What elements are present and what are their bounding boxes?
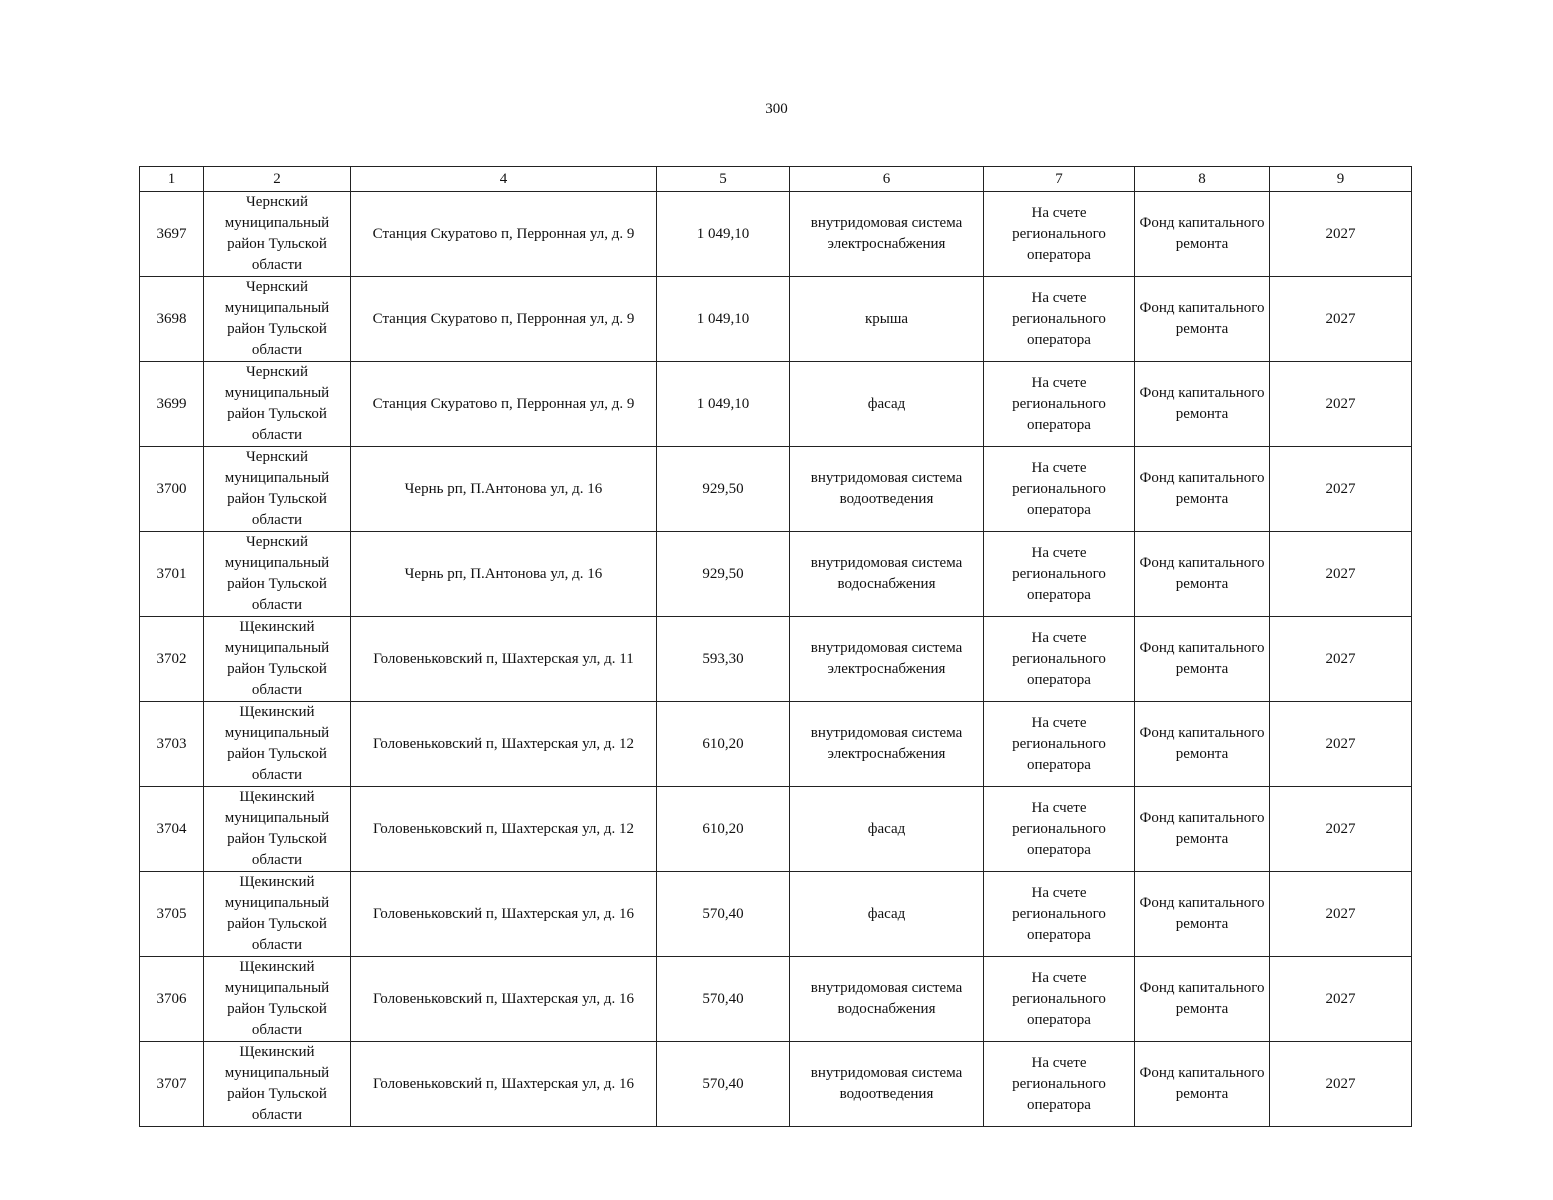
area-cell: 570,40 bbox=[657, 872, 790, 957]
fund-account-cell: На счете регионального оператора bbox=[984, 1042, 1135, 1127]
district-cell: Чернский муниципальный район Тульской области bbox=[204, 277, 351, 362]
area-cell: 610,20 bbox=[657, 787, 790, 872]
funding-source-cell: Фонд капитального ремонта bbox=[1135, 192, 1270, 277]
funding-source-cell: Фонд капитального ремонта bbox=[1135, 277, 1270, 362]
year-cell: 2027 bbox=[1270, 617, 1412, 702]
district-cell: Чернский муниципальный район Тульской области bbox=[204, 532, 351, 617]
year-cell: 2027 bbox=[1270, 957, 1412, 1042]
funding-source-cell: Фонд капитального ремонта bbox=[1135, 957, 1270, 1042]
table-row bbox=[140, 787, 1412, 872]
funding-source-cell: Фонд капитального ремонта bbox=[1135, 1042, 1270, 1127]
table-row bbox=[140, 957, 1412, 1042]
district-cell: Чернский муниципальный район Тульской области bbox=[204, 192, 351, 277]
column-header: 1 bbox=[140, 167, 204, 192]
column-header: 2 bbox=[204, 167, 351, 192]
repair-element-cell: внутридомовая система водоотведения bbox=[790, 1042, 984, 1127]
table-row bbox=[140, 447, 1412, 532]
column-header: 8 bbox=[1135, 167, 1270, 192]
funding-source-cell: Фонд капитального ремонта bbox=[1135, 702, 1270, 787]
fund-account-cell: На счете регионального оператора bbox=[984, 957, 1135, 1042]
row-number-cell: 3701 bbox=[140, 532, 204, 617]
table-header-row bbox=[140, 167, 1412, 192]
year-cell: 2027 bbox=[1270, 192, 1412, 277]
district-cell: Щекинский муниципальный район Тульской области bbox=[204, 872, 351, 957]
district-cell: Щекинский муниципальный район Тульской области bbox=[204, 702, 351, 787]
table-row bbox=[140, 532, 1412, 617]
year-cell: 2027 bbox=[1270, 787, 1412, 872]
table-row bbox=[140, 1042, 1412, 1127]
funding-source-cell: Фонд капитального ремонта bbox=[1135, 362, 1270, 447]
fund-account-cell: На счете регионального оператора bbox=[984, 702, 1135, 787]
column-header: 5 bbox=[657, 167, 790, 192]
table-row bbox=[140, 277, 1412, 362]
address-cell: Станция Скуратово п, Перронная ул, д. 9 bbox=[351, 277, 657, 362]
repair-element-cell: внутридомовая система водоснабжения bbox=[790, 532, 984, 617]
repair-element-cell: крыша bbox=[790, 277, 984, 362]
row-number-cell: 3705 bbox=[140, 872, 204, 957]
column-header: 9 bbox=[1270, 167, 1412, 192]
year-cell: 2027 bbox=[1270, 872, 1412, 957]
capital-repair-table bbox=[139, 166, 1412, 1127]
row-number-cell: 3697 bbox=[140, 192, 204, 277]
address-cell: Чернь рп, П.Антонова ул, д. 16 bbox=[351, 532, 657, 617]
area-cell: 570,40 bbox=[657, 1042, 790, 1127]
address-cell: Головеньковский п, Шахтерская ул, д. 16 bbox=[351, 872, 657, 957]
fund-account-cell: На счете регионального оператора bbox=[984, 787, 1135, 872]
page-number: 300 bbox=[765, 101, 788, 117]
repair-element-cell: внутридомовая система электроснабжения bbox=[790, 702, 984, 787]
district-cell: Щекинский муниципальный район Тульской области bbox=[204, 957, 351, 1042]
fund-account-cell: На счете регионального оператора bbox=[984, 192, 1135, 277]
district-cell: Чернский муниципальный район Тульской области bbox=[204, 447, 351, 532]
district-cell: Щекинский муниципальный район Тульской области bbox=[204, 1042, 351, 1127]
year-cell: 2027 bbox=[1270, 532, 1412, 617]
address-cell: Станция Скуратово п, Перронная ул, д. 9 bbox=[351, 192, 657, 277]
area-cell: 610,20 bbox=[657, 702, 790, 787]
table-body bbox=[140, 192, 1412, 1127]
address-cell: Головеньковский п, Шахтерская ул, д. 11 bbox=[351, 617, 657, 702]
repair-element-cell: внутридомовая система водоснабжения bbox=[790, 957, 984, 1042]
column-header: 4 bbox=[351, 167, 657, 192]
district-cell: Чернский муниципальный район Тульской области bbox=[204, 362, 351, 447]
row-number-cell: 3703 bbox=[140, 702, 204, 787]
repair-element-cell: внутридомовая система водоотведения bbox=[790, 447, 984, 532]
row-number-cell: 3704 bbox=[140, 787, 204, 872]
row-number-cell: 3707 bbox=[140, 1042, 204, 1127]
address-cell: Головеньковский п, Шахтерская ул, д. 12 bbox=[351, 702, 657, 787]
address-cell: Чернь рп, П.Антонова ул, д. 16 bbox=[351, 447, 657, 532]
area-cell: 1 049,10 bbox=[657, 277, 790, 362]
fund-account-cell: На счете регионального оператора bbox=[984, 362, 1135, 447]
table-row bbox=[140, 872, 1412, 957]
table-row bbox=[140, 702, 1412, 787]
year-cell: 2027 bbox=[1270, 362, 1412, 447]
district-cell: Щекинский муниципальный район Тульской области bbox=[204, 787, 351, 872]
fund-account-cell: На счете регионального оператора bbox=[984, 447, 1135, 532]
table-row bbox=[140, 192, 1412, 277]
area-cell: 570,40 bbox=[657, 957, 790, 1042]
table-row bbox=[140, 617, 1412, 702]
column-header: 6 bbox=[790, 167, 984, 192]
repair-element-cell: внутридомовая система электроснабжения bbox=[790, 617, 984, 702]
funding-source-cell: Фонд капитального ремонта bbox=[1135, 447, 1270, 532]
funding-source-cell: Фонд капитального ремонта bbox=[1135, 532, 1270, 617]
area-cell: 593,30 bbox=[657, 617, 790, 702]
year-cell: 2027 bbox=[1270, 447, 1412, 532]
row-number-cell: 3699 bbox=[140, 362, 204, 447]
address-cell: Головеньковский п, Шахтерская ул, д. 16 bbox=[351, 1042, 657, 1127]
funding-source-cell: Фонд капитального ремонта bbox=[1135, 872, 1270, 957]
year-cell: 2027 bbox=[1270, 702, 1412, 787]
fund-account-cell: На счете регионального оператора bbox=[984, 532, 1135, 617]
repair-element-cell: внутридомовая система электроснабжения bbox=[790, 192, 984, 277]
area-cell: 929,50 bbox=[657, 532, 790, 617]
area-cell: 929,50 bbox=[657, 447, 790, 532]
row-number-cell: 3702 bbox=[140, 617, 204, 702]
area-cell: 1 049,10 bbox=[657, 362, 790, 447]
row-number-cell: 3706 bbox=[140, 957, 204, 1042]
repair-element-cell: фасад bbox=[790, 787, 984, 872]
column-header: 7 bbox=[984, 167, 1135, 192]
row-number-cell: 3698 bbox=[140, 277, 204, 362]
year-cell: 2027 bbox=[1270, 277, 1412, 362]
table-row bbox=[140, 362, 1412, 447]
address-cell: Станция Скуратово п, Перронная ул, д. 9 bbox=[351, 362, 657, 447]
row-number-cell: 3700 bbox=[140, 447, 204, 532]
district-cell: Щекинский муниципальный район Тульской области bbox=[204, 617, 351, 702]
funding-source-cell: Фонд капитального ремонта bbox=[1135, 787, 1270, 872]
area-cell: 1 049,10 bbox=[657, 192, 790, 277]
fund-account-cell: На счете регионального оператора bbox=[984, 277, 1135, 362]
fund-account-cell: На счете регионального оператора bbox=[984, 617, 1135, 702]
year-cell: 2027 bbox=[1270, 1042, 1412, 1127]
address-cell: Головеньковский п, Шахтерская ул, д. 12 bbox=[351, 787, 657, 872]
address-cell: Головеньковский п, Шахтерская ул, д. 16 bbox=[351, 957, 657, 1042]
repair-element-cell: фасад bbox=[790, 362, 984, 447]
funding-source-cell: Фонд капитального ремонта bbox=[1135, 617, 1270, 702]
repair-element-cell: фасад bbox=[790, 872, 984, 957]
fund-account-cell: На счете регионального оператора bbox=[984, 872, 1135, 957]
